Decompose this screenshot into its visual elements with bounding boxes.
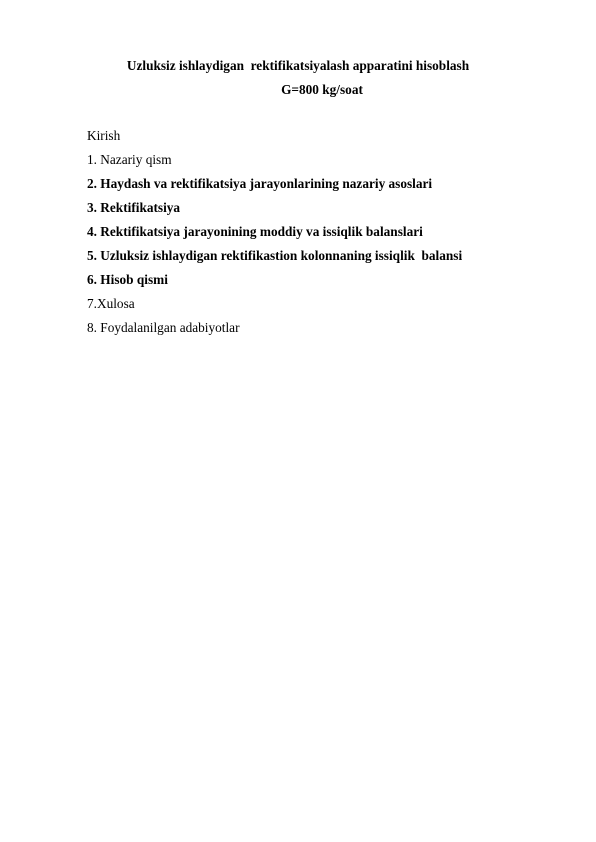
toc-item-hisob-qismi: 6. Hisob qismi [87,272,168,287]
document-title: Uzluksiz ishlaydigan rektifikatsiyalash apparatini hisoblash [126,58,470,73]
toc-item-nazariy-qism: 1. Nazariy qism [87,152,172,167]
toc-item-kirish: Kirish [87,128,121,143]
toc-item-adabiyotlar: 8. Foydalanilgan adabiyotlar [87,320,240,335]
toc-item-rektifikatsiya: 3. Rektifikatsiya [87,200,181,215]
document-subtitle: G=800 kg/soat [281,82,363,97]
toc-item-balanslar: 4. Rektifikatsiya jarayonining moddiy va issiqlik balanslari [87,224,423,239]
toc-item-haydash: 2. Haydash va rektifikatsiya jarayonlarining nazariy asoslari [87,176,433,191]
toc-item-issiqlik-balansi: 5. Uzluksiz ishlaydigan rektifikastion kolonnaning issiqlik balansi [87,248,463,263]
toc-item-xulosa: 7.Xulosa [87,296,135,311]
table-of-contents [87,128,462,344]
